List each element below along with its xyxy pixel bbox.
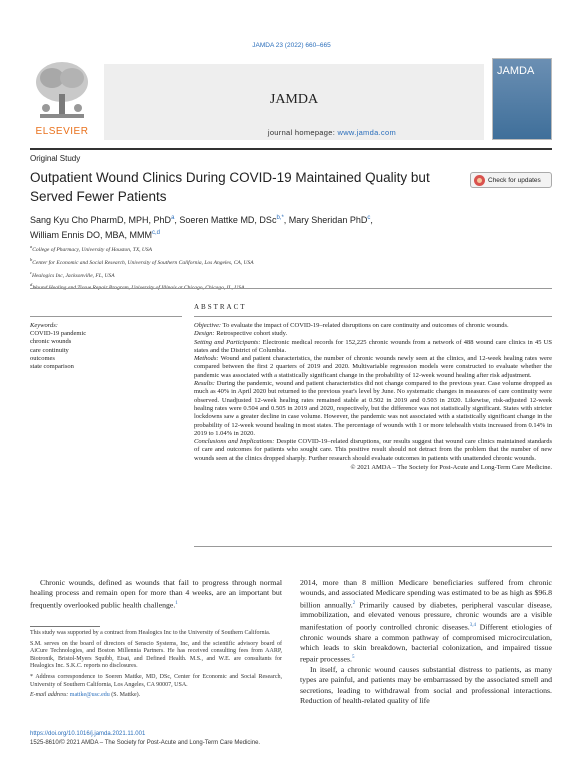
abstract-label: Setting and Participants: <box>194 338 261 346</box>
keywords-block <box>30 322 180 371</box>
check-for-updates-button[interactable] <box>470 172 552 188</box>
body-text: Primarily caused by diabetes, peripheral vascular disease, immobilization, and elevated venous pressure, chronic wounds are a visible manifestation of poorly controlled chronic diseases. <box>300 600 552 632</box>
abstract-design <box>194 330 552 338</box>
journal-banner <box>104 64 484 140</box>
author-name: , Mary Sheridan PhD <box>283 215 368 225</box>
affiliation-mark: c <box>30 269 32 275</box>
abstract-label: Objective: <box>194 322 222 329</box>
keyword-item: state comparison <box>30 363 74 371</box>
affiliation-mark: b <box>30 256 33 262</box>
abstract-label: Conclusions and Implications: <box>194 438 275 446</box>
abstract-body: Electronic medical records for 152,225 chronic wounds from a network of 488 wound care clinics in 45 US states and the District of Columbia. <box>194 338 552 354</box>
doi-link[interactable]: https://doi.org/10.1016/j.jamda.2021.11.001 <box>30 731 146 737</box>
body-paragraph <box>30 578 282 610</box>
email-label: E-mail address: <box>30 692 70 699</box>
keyword-item: outcomes <box>30 354 55 362</box>
journal-citation[interactable]: JAMDA 23 (2022) 660–665 <box>252 42 331 49</box>
author-list <box>30 212 550 242</box>
keywords-heading: Keywords: <box>30 322 58 329</box>
reference-link[interactable]: 5 <box>351 655 355 661</box>
abstract-body: To evaluate the impact of COVID-19–related disruptions on care continuity and outcomes of chronic wounds. <box>221 322 509 329</box>
homepage-link[interactable]: www.jamda.com <box>337 128 396 137</box>
abstract-body: Wound and patient characteristics, the number of chronic wounds newly seen at the clinics, and 12-week healing rates were compared between the first 2 quarters of 2019 and 2020. Multivariable regression models were constructed to evaluate whether the pandemic was associated with a statistically significant change in the probability of 12-week wound healing after risk adjustment. <box>194 355 552 379</box>
issn-copyright: 1525-8610/© 2021 AMDA – The Society for Post-Acute and Long-Term Care Medicine. <box>30 740 261 746</box>
email-suffix: (S. Mattke). <box>109 692 141 699</box>
journal-homepage <box>104 128 484 137</box>
affiliation-item <box>30 280 550 293</box>
journal-cover-image <box>492 58 552 140</box>
affiliation-ref[interactable]: b,* <box>276 215 284 221</box>
body-column-right <box>300 578 552 706</box>
affiliation-ref[interactable]: c <box>367 215 371 221</box>
article-title: Outpatient Wound Clinics During COVID-19 Maintained Quality but Served Fewer Patients <box>30 170 430 204</box>
body-paragraph <box>300 578 552 665</box>
journal-title: JAMDA <box>269 92 319 107</box>
reference-link[interactable]: 1 <box>175 600 178 606</box>
header-divider <box>30 148 552 150</box>
abstract-body: Retrospective cohort study. <box>214 330 288 338</box>
body-paragraph: In itself, a chronic wound causes substantial distress to patients, as many types are painful, and patients may be embarrassed by the associated smell and secretions, leading to withdrawal from social and professional interactions. Reduction of health-related quality of life <box>300 665 552 706</box>
footnote-correspondence: * Address correspondence to Soeren Mattke, MD, DSc, Center for Economic and Social Research, University of Southern California, Los Angeles, CA 90007, USA. <box>30 673 282 688</box>
author-name: William Ennis DO, MBA, MMM <box>30 230 153 240</box>
affiliations <box>30 242 550 293</box>
affiliation-ref[interactable]: c,d <box>152 230 161 236</box>
abstract-conclusions <box>194 438 552 463</box>
footnote-rule <box>30 626 100 627</box>
affiliation-mark: d <box>30 282 33 288</box>
cover-title: JAMDA <box>497 65 535 77</box>
body-text: Chronic wounds, defined as wounds that fail to progress through normal healing process and remain open for more than 4 weeks, are an important but frequently overlooked public health challenge. <box>30 578 282 610</box>
abstract-label: Methods: <box>194 355 219 363</box>
author-name: , Soeren Mattke MD, DSc <box>174 215 277 225</box>
affiliation-mark: a <box>30 244 33 249</box>
keyword-item: chronic wounds <box>30 338 72 346</box>
abstract-setting <box>194 339 552 356</box>
body-column-left <box>30 578 282 610</box>
footnote-disclosures: S.M. serves on the board of directors of Senscio Systems, Inc, and the scientific advisory board of AiCure Technologies, and Boston Millennia Partners. He has received consulting fees from AARP, Biotronik, Bristol-Myers Squibb, Eisai, and Defined Health. M.S., and W.E. are consultants for Healogics Inc. S.K.C. reports no disclosures. <box>30 640 282 670</box>
affiliation-ref[interactable]: a <box>171 215 175 221</box>
author-name: Sang Kyu Cho PharmD, MPH, PhD <box>30 215 172 225</box>
abstract-body: During the pandemic, wound and patient characteristics did not change compared to the previous year. Case volume dropped as much as 40% in April 2020 but returned to the previous year's level by June. No systematic changes in measures of care continuity were observed. Unadjusted 12-week healing rates remained stable at 0.502 in 2019 and 0.503 in 2020. Likewise, risk-adjusted 12-week healing rates were 0.504 and 0.505 in 2019 and 2020, respectively, but the difference was not statistically significant. States with stricter lockdowns saw a greater decline in case volume. However, the pandemic was not associated with a statistically significant change in the probability of 12-week wound healing in most states. The percentage of wounds with 1 or more telehealth visits increased from 0.14% in 2019 to 1.04% in 2020. <box>194 380 552 437</box>
keyword-item: COVID-19 pandemic <box>30 330 87 338</box>
affiliation-item <box>30 242 550 255</box>
body-text: Different etiologies of chronic wounds share a common pathway of compromised microcirculation, which leads to skin breakdown, bacterial colonization, and impaired tissue repair processes. <box>300 622 552 664</box>
affiliation-text: College of Pharmacy, University of Houston, TX, USA <box>32 246 153 253</box>
abstract-label: Design: <box>194 330 215 338</box>
abstract-body: Despite COVID-19–related disruptions, our results suggest that wound care clinics maintained standards of care and outcomes for patients who sought care. This positive result should not detract from the problem that the number of new wounds seen at the clinics dropped sharply. Further research should evaluate outcomes in patients with unattended chronic wounds. <box>194 438 553 462</box>
keyword-item: care continuity <box>30 346 69 354</box>
check-for-updates-label: Check for updates <box>488 176 541 184</box>
affiliation-text: Center for Economic and Social Research, University of Southern California, Los Angeles, CA, USA <box>32 259 254 266</box>
abstract-heading: ABSTRACT <box>194 303 247 311</box>
homepage-prefix: journal homepage: <box>267 128 338 137</box>
crossmark-icon <box>474 175 485 186</box>
affiliation-item <box>30 255 550 268</box>
footnote-email <box>30 692 282 700</box>
abstract-label: Results: <box>194 380 215 388</box>
reference-link[interactable]: 3,4 <box>469 622 476 628</box>
abstract-bottom-rule <box>194 546 552 547</box>
email-link[interactable]: mattke@usc.edu <box>69 692 110 699</box>
footnote-funding: This study was supported by a contract from Healogics Inc to the University of Southern California. <box>30 630 271 636</box>
author-separator: , <box>370 215 373 225</box>
journal-masthead <box>30 58 552 146</box>
abstract-text <box>194 322 552 472</box>
affiliation-item <box>30 268 550 281</box>
reference-link[interactable]: 2 <box>352 600 356 606</box>
body-text: 2014, more than 8 million Medicare beneficiaries suffered from chronic wounds, and associated Medicare spending was estimated to be as high as $96.8 billion annually. <box>300 578 552 610</box>
keywords-rule <box>30 316 182 317</box>
abstract-copyright: © 2021 AMDA – The Society for Post-Acute and Long-Term Care Medicine. <box>350 464 552 472</box>
abstract-results <box>194 380 552 438</box>
abstract-methods <box>194 355 552 380</box>
abstract-rule <box>194 316 552 317</box>
publisher-name: ELSEVIER <box>35 126 89 137</box>
abstract-objective <box>194 322 552 330</box>
footnotes <box>30 630 282 703</box>
affiliation-text: Healogics Inc, Jacksonville, FL, USA <box>32 272 115 279</box>
elsevier-tree-logo <box>30 58 94 136</box>
affiliation-divider <box>30 288 552 289</box>
article-type: Original Study <box>30 154 81 163</box>
